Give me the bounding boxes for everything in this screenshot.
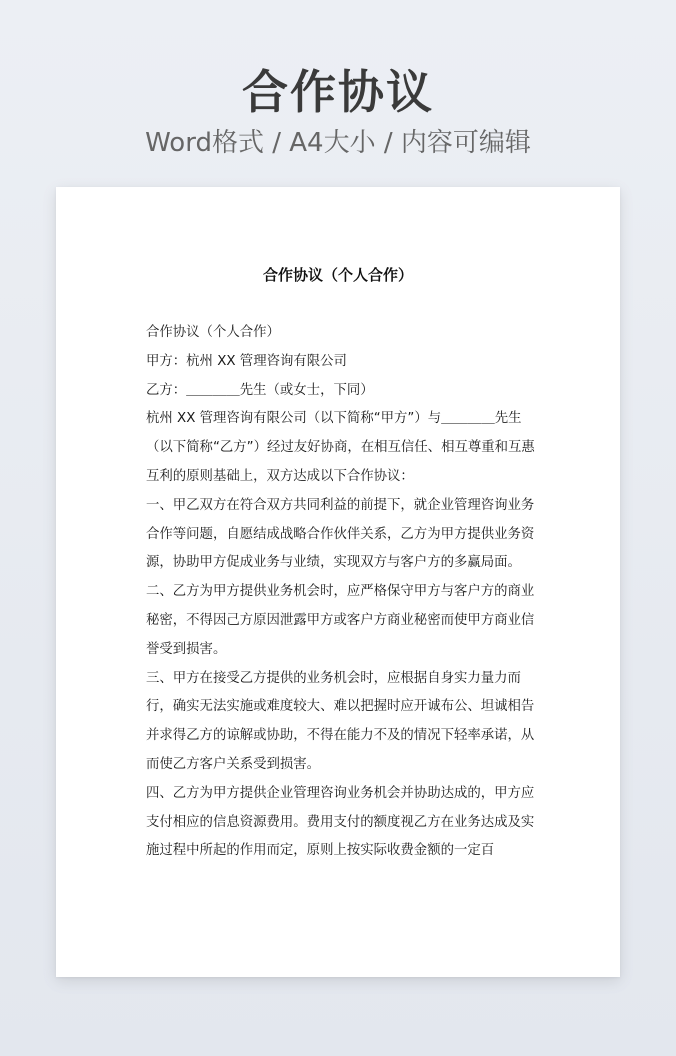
- document-body: [146, 319, 540, 866]
- paragraph: 四、乙方为甲方提供企业管理咨询业务机会并协助达成的，甲方应支付相应的信息资源费用。费用支付的额度视乙方在业务达成及实施过程中所起的作用而定，原则上按实际收费金额的一定百: [146, 785, 535, 859]
- paragraph: 合作协议（个人合作）: [146, 325, 280, 340]
- page-header: [0, 62, 676, 160]
- paragraph: 杭州 XX 管理咨询有限公司（以下简称“甲方”）与＿＿＿＿先生（以下简称“乙方”）经过友好协商，在相互信任、相互尊重和互惠互利的原则基础上，双方达成以下合作协议：: [146, 411, 535, 484]
- document-page: [56, 187, 620, 977]
- document-title: 合作协议（个人合作）: [262, 266, 413, 284]
- paragraph: 乙方：＿＿＿＿先生（或女士，下同）: [146, 382, 374, 398]
- paragraph: 甲方：杭州 XX 管理咨询有限公司: [146, 353, 347, 369]
- paragraph: 一、甲乙双方在符合双方共同利益的前提下，就企业管理咨询业务合作等问题，自愿结成战略合作伙伴关系，乙方为甲方提供业务资源，协助甲方促成业务与业绩，实现双方与客户方的多赢局面。: [146, 497, 535, 571]
- paragraph: 三、甲方在接受乙方提供的业务机会时，应根据自身实力量力而行，确实无法实施或难度较大、难以把握时应开诚布公、坦诚相告并求得乙方的谅解或协助，不得在能力不及的情况下轻率承诺，从而使乙方客户关系受到损害。: [146, 670, 535, 772]
- page-subtitle: Word格式 / A4大小 / 内容可编辑: [145, 128, 531, 158]
- paragraph: 二、乙方为甲方提供业务机会时，应严格保守甲方与客户方的商业秘密，不得因己方原因泄露甲方或客户方商业秘密而使甲方商业信誉受到损害。: [146, 584, 535, 657]
- page-title: 合作协议: [242, 65, 434, 119]
